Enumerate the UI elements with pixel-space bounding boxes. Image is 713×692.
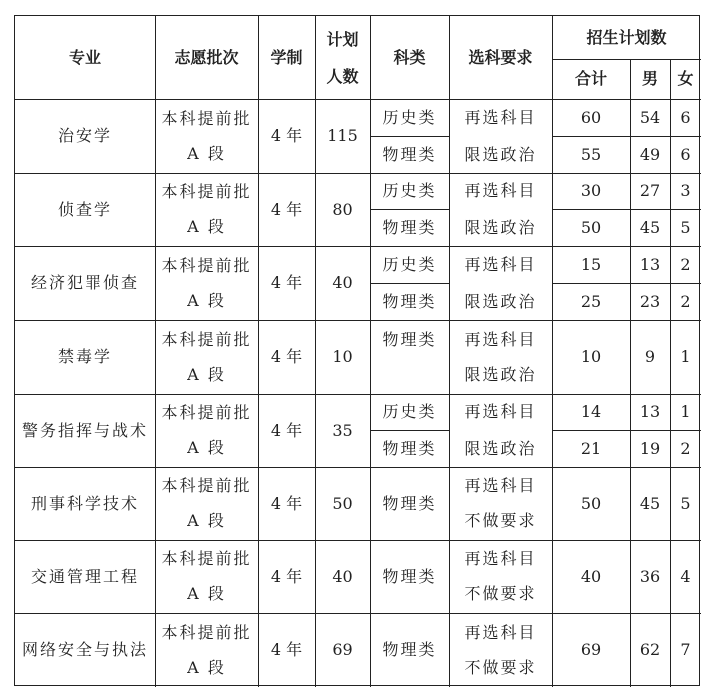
total-cell: 50 [580, 217, 602, 237]
batch-cell-line: 本科提前批 [161, 182, 252, 202]
plan-count: 40 [332, 566, 353, 586]
batch-cell-line: 本科提前批 [161, 549, 252, 569]
male-cell: 9 [644, 347, 656, 366]
requirement-cell: 再选科目 [464, 181, 537, 200]
plan-count: 69 [332, 640, 353, 659]
female-cell: 6 [680, 107, 691, 127]
total-cell: 14 [580, 402, 602, 421]
total-cell: 40 [580, 566, 602, 586]
major-name: 经济犯罪侦查 [30, 273, 139, 292]
female-cell: 7 [680, 640, 691, 659]
batch-cell [155, 248, 258, 318]
category-cell: 历史类 [382, 107, 437, 127]
category-cell: 物理类 [382, 144, 437, 164]
batch-cell-line: 本科提前批 [161, 403, 252, 423]
batch-cell [155, 615, 258, 685]
male-cell: 27 [639, 181, 661, 200]
total-cell: 10 [580, 347, 602, 366]
male-cell: 23 [639, 291, 661, 311]
header-plan-line: 计划 [326, 30, 359, 50]
plan-count: 40 [332, 273, 353, 292]
major-name: 禁毒学 [57, 347, 112, 366]
male-cell: 13 [639, 254, 661, 274]
years-cell: 4 年 [270, 273, 303, 292]
batch-cell [155, 396, 258, 465]
major-name: 治安学 [57, 126, 112, 145]
female-cell: 2 [680, 254, 691, 274]
years-cell: 4 年 [270, 347, 303, 366]
batch-cell-line: A 段 [187, 583, 226, 603]
plan-count: 35 [332, 420, 353, 440]
plan-count: 50 [332, 493, 353, 513]
plan-count: 115 [327, 126, 358, 145]
requirement-cell-line: 再选科目 [464, 476, 537, 496]
female-cell: 5 [680, 217, 691, 237]
requirement-cell-line: 限选政治 [464, 364, 537, 384]
requirement-cell: 限选政治 [464, 144, 537, 164]
batch-cell-line: 本科提前批 [161, 476, 252, 496]
enrollment-table [14, 15, 700, 686]
female-cell: 1 [680, 347, 691, 366]
requirement-cell: 限选政治 [464, 291, 537, 311]
header-major: 专业 [68, 47, 101, 67]
category-cell: 物理类 [382, 291, 437, 311]
header-batch: 志愿批次 [174, 47, 239, 67]
batch-cell-line: A 段 [187, 216, 226, 236]
years-cell: 4 年 [270, 640, 303, 659]
female-cell: 2 [680, 438, 691, 458]
male-cell: 36 [639, 566, 661, 586]
category-cell: 物理类 [382, 438, 437, 458]
batch-cell [155, 322, 258, 392]
male-cell: 13 [639, 402, 661, 421]
female-cell: 6 [680, 144, 691, 164]
requirement-cell-line: 不做要求 [464, 657, 537, 677]
batch-cell-line: 本科提前批 [161, 329, 252, 349]
header-length: 学制 [270, 47, 303, 67]
header-plan [315, 22, 370, 95]
total-cell: 15 [580, 254, 602, 274]
male-cell: 54 [639, 107, 661, 127]
total-cell: 55 [580, 144, 602, 164]
category-cell: 物理类 [382, 640, 437, 659]
years-cell: 4 年 [270, 199, 303, 219]
requirement-cell-line: 不做要求 [464, 583, 537, 603]
category-cell: 物理类 [382, 330, 437, 349]
category-cell: 历史类 [382, 254, 437, 274]
major-name: 侦查学 [57, 199, 112, 219]
requirement-cell: 再选科目 [464, 402, 537, 421]
total-cell: 25 [580, 291, 602, 311]
total-cell: 60 [580, 107, 602, 127]
requirement-cell-line: 再选科目 [464, 622, 537, 642]
batch-cell-line: A 段 [187, 290, 226, 310]
requirement-cell [449, 542, 552, 611]
male-cell: 62 [639, 640, 661, 659]
requirement-cell-line: 再选科目 [464, 549, 537, 569]
total-cell: 21 [580, 438, 602, 458]
requirement-cell: 再选科目 [464, 107, 537, 127]
batch-cell [155, 542, 258, 611]
requirement-cell: 再选科目 [464, 254, 537, 274]
batch-cell-line: A 段 [187, 510, 226, 530]
batch-cell-line: 本科提前批 [161, 255, 252, 275]
male-cell: 45 [639, 493, 661, 513]
category-cell: 历史类 [382, 402, 437, 421]
batch-cell-line: A 段 [187, 143, 226, 163]
female-cell: 3 [680, 181, 691, 200]
category-cell: 历史类 [382, 181, 437, 200]
years-cell: 4 年 [270, 126, 303, 145]
male-cell: 19 [639, 438, 661, 458]
requirement-cell-line: 再选科目 [464, 329, 537, 349]
requirement-cell-line: 不做要求 [464, 510, 537, 530]
header-plan-line: 人数 [326, 66, 359, 86]
category-cell: 物理类 [382, 217, 437, 237]
batch-cell-line: 本科提前批 [161, 108, 252, 128]
major-name: 网络安全与执法 [21, 640, 148, 659]
female-cell: 5 [680, 493, 691, 513]
header-male: 男 [641, 69, 658, 88]
requirement-cell [449, 469, 552, 538]
female-cell: 4 [680, 566, 691, 586]
total-cell: 69 [580, 640, 602, 659]
years-cell: 4 年 [270, 420, 303, 440]
total-cell: 50 [580, 493, 602, 513]
female-cell: 1 [680, 402, 691, 421]
header-female: 女 [677, 69, 694, 88]
category-cell: 物理类 [382, 493, 437, 513]
years-cell: 4 年 [270, 566, 303, 586]
plan-count: 10 [332, 347, 353, 366]
batch-cell-line: A 段 [187, 657, 226, 677]
batch-cell-line: A 段 [187, 437, 226, 457]
plan-count: 80 [332, 199, 353, 219]
requirement-cell [449, 322, 552, 392]
requirement-cell [449, 615, 552, 685]
male-cell: 45 [639, 217, 661, 237]
header-category: 科类 [393, 47, 426, 67]
years-cell: 4 年 [270, 493, 303, 513]
major-name: 警务指挥与战术 [21, 420, 148, 440]
header-enroll: 招生计划数 [586, 27, 667, 47]
requirement-cell: 限选政治 [464, 438, 537, 458]
major-name: 刑事科学技术 [30, 493, 139, 513]
batch-cell [155, 175, 258, 244]
batch-cell-line: A 段 [187, 364, 226, 384]
batch-cell-line: 本科提前批 [161, 622, 252, 642]
female-cell: 2 [680, 291, 691, 311]
category-cell: 物理类 [382, 566, 437, 586]
total-cell: 30 [580, 181, 602, 200]
requirement-cell: 限选政治 [464, 217, 537, 237]
header-requirement: 选科要求 [468, 47, 533, 67]
batch-cell [155, 469, 258, 538]
major-name: 交通管理工程 [30, 566, 139, 586]
header-total: 合计 [574, 69, 607, 88]
male-cell: 49 [639, 144, 661, 164]
batch-cell [155, 101, 258, 171]
